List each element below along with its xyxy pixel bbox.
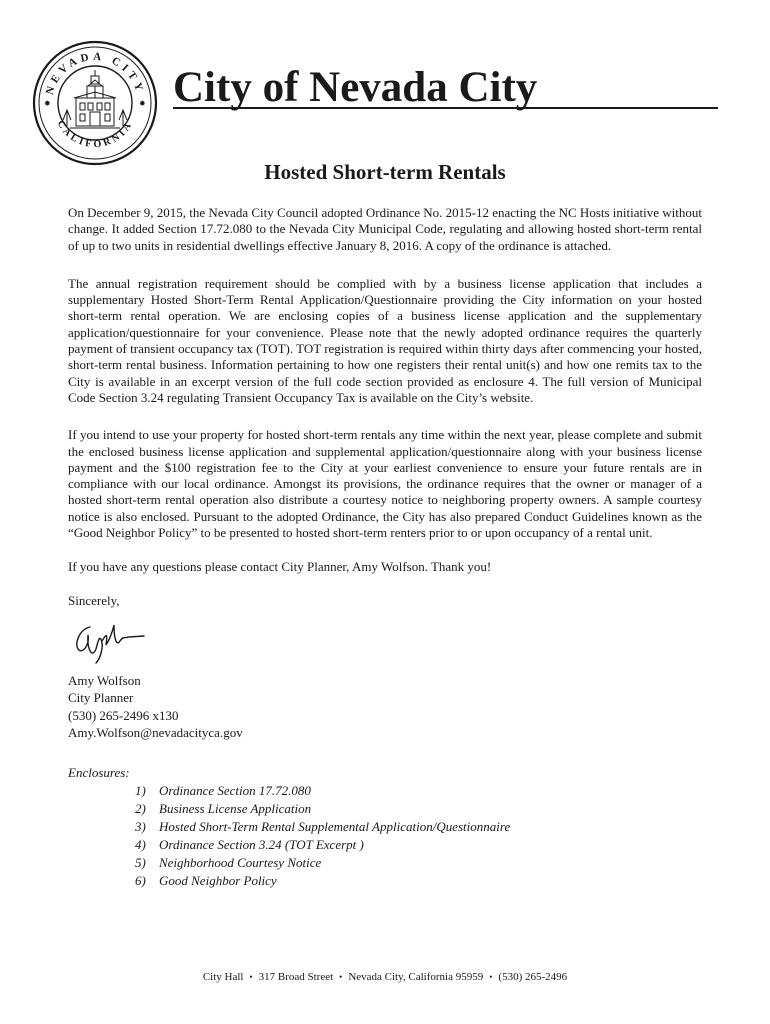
enclosures-heading: Enclosures: bbox=[68, 764, 130, 780]
footer-city: Nevada City, California 95959 bbox=[348, 971, 484, 983]
enclosure-number: 2) bbox=[135, 800, 146, 816]
footer-phone: (530) 265-2496 bbox=[498, 971, 568, 983]
enclosure-number: 6) bbox=[135, 872, 146, 888]
paragraph-4: If you have any questions please contact City Planner, Amy Wolfson. Thank you! bbox=[68, 559, 492, 575]
title-underline bbox=[173, 107, 718, 109]
seal-bottom-text: CALIFORNIA bbox=[54, 118, 136, 151]
enclosure-text: Good Neighbor Policy bbox=[159, 872, 277, 888]
enclosure-item bbox=[68, 872, 702, 890]
closing-salutation: Sincerely, bbox=[68, 592, 120, 608]
city-title: City of Nevada City bbox=[173, 64, 538, 111]
footer-separator: • bbox=[249, 972, 253, 982]
signer-name: Amy Wolfson bbox=[68, 672, 141, 688]
document-heading: Hosted Short-term Rentals bbox=[264, 160, 506, 184]
svg-text:✸: ✸ bbox=[44, 99, 51, 108]
footer-office: City Hall bbox=[202, 971, 244, 983]
signer-email[interactable]: Amy.Wolfson@nevadacityca.gov bbox=[68, 725, 243, 741]
enclosure-text: Ordinance Section 3.24 (TOT Excerpt ) bbox=[159, 836, 364, 852]
signer-title: City Planner bbox=[68, 690, 134, 706]
paragraph-2: The annual registration requirement should be complied with by a business license application that includes a supplementary Hosted Short-Term Rental Application/Questionnaire providing the City information on your hosted short-term rental operation. We are enclosing copies of a business license application and the supplementary application/questionnaire for your convenience. Please note that the newly adopted ordinance requires the quarterly payment of transient occupancy tax (TOT). TOT registration is required within thirty days after commencing your hosted, short-term rental business. Information pertaining to how one registers their rental unit(s) and how one remits tax to the City is available in an excerpt version of the full code section provided as enclosure 4. The full version of Municipal Code Section 3.24 regulating Transient Occupancy Tax is available on the City’s website. bbox=[68, 275, 702, 405]
enclosure-text: Hosted Short-Term Rental Supplemental Application/Questionnaire bbox=[159, 818, 511, 834]
signer-block bbox=[68, 672, 702, 742]
city-seal-logo bbox=[32, 40, 158, 166]
enclosure-text: Neighborhood Courtesy Notice bbox=[159, 854, 322, 870]
footer-separator: • bbox=[339, 972, 343, 982]
svg-text:✸: ✸ bbox=[139, 99, 146, 108]
enclosure-text: Ordinance Section 17.72.080 bbox=[159, 782, 311, 798]
enclosure-number: 1) bbox=[135, 782, 146, 798]
enclosure-item bbox=[68, 782, 702, 800]
enclosure-item bbox=[68, 836, 702, 854]
enclosure-text: Business License Application bbox=[159, 800, 312, 816]
enclosure-number: 4) bbox=[135, 836, 146, 852]
enclosure-number: 3) bbox=[135, 818, 146, 834]
letter-body bbox=[68, 205, 702, 890]
enclosure-item bbox=[68, 800, 702, 818]
footer-address: 317 Broad Street bbox=[258, 971, 334, 983]
enclosure-number: 5) bbox=[135, 854, 146, 870]
signer-phone: (530) 265-2496 x130 bbox=[68, 707, 179, 723]
paragraph-3: If you intend to use your property for hosted short-term rentals any time within the next year, please complete and submit the enclosed business license application and supplemental application/questionnaire along with your business license payment and the $100 registration fee to the City at your earliest convenience to ensure your future rentals are in compliance with our local ordinance. Amongst its provisions, the ordinance requires that the owner or manager of a hosted short-term rental operation also distribute a courtesy notice to neighboring property owners. A sample courtesy notice is also enclosed. Pursuant to the adopted Ordinance, the City has also prepared Conduct Guidelines known as the “Good Neighbor Policy” to be presented to hosted short-term renters prior to or upon occupancy of a rental unit. bbox=[68, 427, 702, 541]
seal-top-text: NEVADA CITY bbox=[43, 50, 147, 97]
page-footer bbox=[0, 970, 770, 984]
footer-separator: • bbox=[489, 972, 493, 982]
handwritten-signature bbox=[70, 619, 146, 667]
paragraph-1: On December 9, 2015, the Nevada City Council adopted Ordinance No. 2015-12 enacting the NC Hosts initiative without change. It added Section 17.72.080 to the Nevada City Municipal Code, regulating and allowing hosted short-term rental of up to two units in residential dwellings effective January 8, 2016. A copy of the ordinance is attached. bbox=[68, 205, 702, 253]
enclosure-item bbox=[68, 854, 702, 872]
enclosures-list bbox=[68, 782, 702, 890]
enclosure-item bbox=[68, 818, 702, 836]
